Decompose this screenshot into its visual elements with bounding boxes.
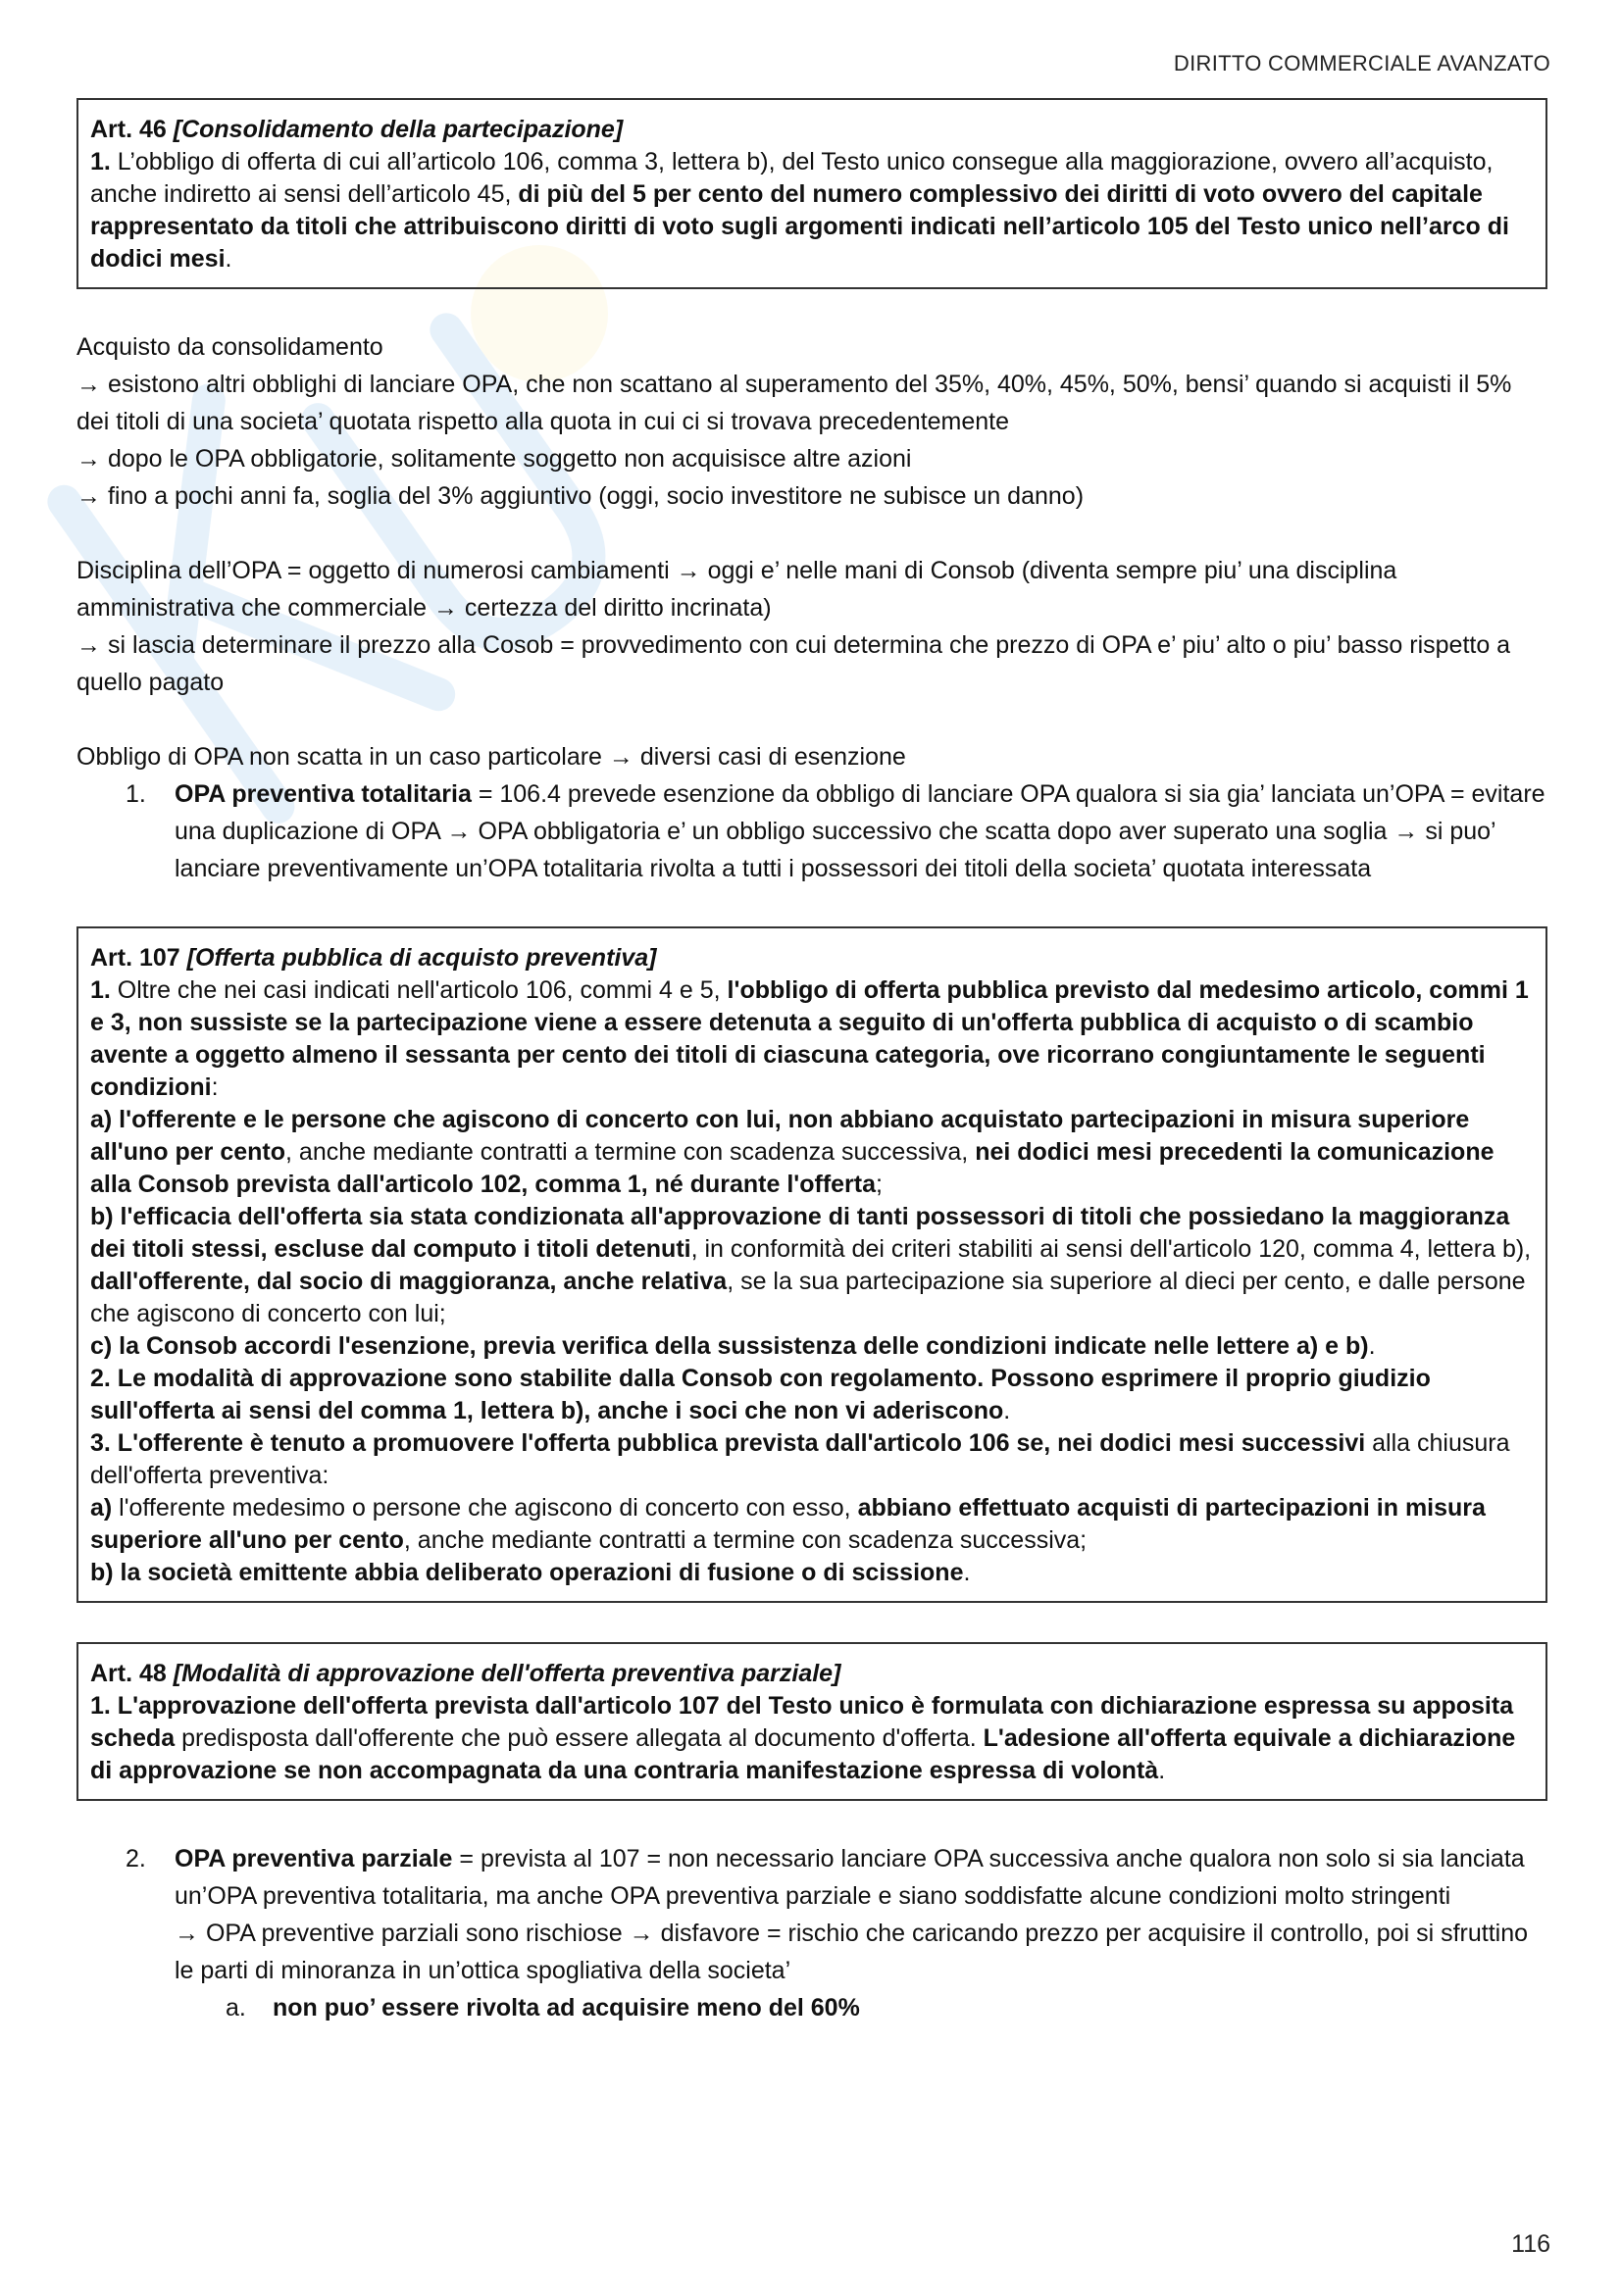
consolidamento-heading: Acquisto da consolidamento <box>76 333 383 361</box>
art107-box <box>76 926 1547 1603</box>
art107-comma-1: 1. Oltre che nei casi indicati nell'articolo 106, commi 4 e 5, l'obbligo di offerta pubblica previsto dal medesimo articolo, commi 1 e 3, non sussiste se la partecipazione viene a essere detenuta a seguito di un'offerta pubblica di acquisto o di scambio avente a oggetto almeno il sessanta per cento dei titoli di ciascuna categoria, ove ricorrano congiuntamente le seguenti condizioni: <box>90 976 1529 1101</box>
art48-text: 1. L'approvazione dell'offerta prevista dall'articolo 107 del Testo unico è formulata con dichiarazione espressa su apposita scheda predisposta dall'offerente che può essere allegata al documento d'offerta. L'adesione all'offerta equivale a dichiarazione di approvazione se non accompagnata da una contraria manifestazione espressa di volontà. <box>90 1692 1516 1784</box>
list-item-opa-parziale: 2. OPA preventiva parziale = prevista al 107 = non necessario lanciare OPA successiva anche qualora non solo si sia lanciata un’OPA preventiva totalitaria, ma anche OPA preventiva parziale e siano soddisfatte alcune condizioni molto stringenti → OPA preventive parziali sono rischiose → disfavore = rischio che caricando prezzo per acquisire il controllo, poi si sfruttino le parti di minoranza in un’ottica spogliativa della societa’ <box>76 1840 1547 1989</box>
art107-title: Art. 107 [Offerta pubblica di acquisto preventiva] <box>90 944 657 972</box>
list-item-opa-totalitaria: 1. OPA preventiva totalitaria = 106.4 prevede esenzione da obbligo di lanciare OPA qualora si sia gia’ lanciata un’OPA = evitare una duplicazione di OPA → OPA obbligatoria e’ un obbligo successivo che scatta dopo aver superato una soglia → si puo’ lanciare preventivamente un’OPA totalitaria rivolta a tutti i possessori dei titoli della societa’ quotata interessata <box>126 780 1545 882</box>
art46-text: 1. L’obbligo di offerta di cui all’articolo 106, comma 3, lettera b), del Testo unico consegue alla maggiorazione, ovvero all’acquisto, anche indiretto ai sensi dell’articolo 45, di più del 5 per cento del numero complessivo dei diritti di voto ovvero del capitale rappresentato da titoli che attribuiscono diritti di voto sugli argomenti indicati nell’articolo 105 del Testo unico nell’arco di dodici mesi. <box>90 148 1509 273</box>
art107-lettera-c: c) la Consob accordi l'esenzione, previa verifica della sussistenza delle condizioni indicate nelle lettere a) e b). <box>90 1332 1376 1360</box>
art107-comma-3-a: a) l'offerente medesimo o persone che agiscono di concerto con esso, abbiano effettuato acquisti di partecipazioni in misura superiore all'uno per cento, anche mediante contratti a termine con scadenza successiva; <box>90 1494 1486 1554</box>
art46-title: Art. 46 [Consolidamento della partecipazione] <box>90 116 624 143</box>
art107-comma-3: 3. L'offerente è tenuto a promuovere l'offerta pubblica prevista dall'articolo 106 se, nei dodici mesi successivi alla chiusura dell'offerta preventiva: <box>90 1429 1510 1489</box>
art107-lettera-b: b) l'efficacia dell'offerta sia stata condizionata all'approvazione di tanti possessori di titoli che possiedano la maggioranza dei titoli stessi, escluse dal computo i titoli detenuti, in conformità dei criteri stabiliti ai sensi dell'articolo 120, comma 4, lettera b), dall'offerente, dal socio di maggioranza, anche relativa, se la sua partecipazione sia superiore al dieci per cento, e dalle persone che agiscono di concerto con lui; <box>90 1203 1532 1327</box>
art48-title: Art. 48 [Modalità di approvazione dell'offerta preventiva parziale] <box>90 1660 841 1687</box>
consolidamento-note-1: → esistono altri obblighi di lanciare OPA, che non scattano al superamento del 35%, 40%, 45%, 50%, bensi’ quando si acquisti il 5% dei titoli di una societa’ quotata rispetto alla quota in cui ci si trovava precedentemente <box>76 371 1512 435</box>
page-number: 116 <box>1511 2230 1550 2258</box>
art48-box <box>76 1642 1547 1801</box>
disciplina-note-2: → si lascia determinare il prezzo alla Cosob = provvedimento con cui determina che prezzo di OPA e’ piu’ alto o piu’ basso rispetto a quello pagato <box>76 631 1511 696</box>
art107-comma-3-b: b) la società emittente abbia deliberato operazioni di fusione o di scissione. <box>90 1559 971 1586</box>
art107-lettera-a: a) l'offerente e le persone che agiscono di concerto con lui, non abbiano acquistato partecipazioni in misura superiore all'uno per cento, anche mediante contratti a termine con scadenza successiva, nei dodici mesi precedenti la comunicazione alla Consob prevista dall'articolo 102, comma 1, né durante l'offerta; <box>90 1106 1494 1198</box>
opa-parziale-note: → OPA preventive parziali sono rischiose → disfavore = rischio che caricando prezzo per acquisire il controllo, poi si sfruttino le parti di minoranza in un’ottica spogliativa della societa’ <box>175 1920 1529 1984</box>
running-header: DIRITTO COMMERCIALE AVANZATO <box>1173 51 1550 75</box>
consolidamento-note-3: → fino a pochi anni fa, soglia del 3% aggiuntivo (oggi, socio investitore ne subisce un danno) <box>76 482 1085 510</box>
consolidamento-note-2: → dopo le OPA obbligatorie, solitamente soggetto non acquisisce altre azioni <box>76 445 912 473</box>
disciplina-note-1: Disciplina dell’OPA = oggetto di numerosi cambiamenti → oggi e’ nelle mani di Consob (diventa sempre piu’ una disciplina amministrativa che commerciale → certezza del diritto incrinata) <box>76 557 1397 622</box>
page-content <box>76 98 1547 2026</box>
sub-item-a: a. non puo’ essere rivolta ad acquisire meno del 60% <box>226 1994 860 2021</box>
art107-comma-2: 2. Le modalità di approvazione sono stabilite dalla Consob con regolamento. Possono esprimere il proprio giudizio sull'offerta ai sensi del comma 1, lettera b), anche i soci che non vi aderiscono. <box>90 1365 1431 1424</box>
obbligo-intro: Obbligo di OPA non scatta in un caso particolare → diversi casi di esenzione <box>76 743 906 771</box>
art46-box <box>76 98 1547 289</box>
